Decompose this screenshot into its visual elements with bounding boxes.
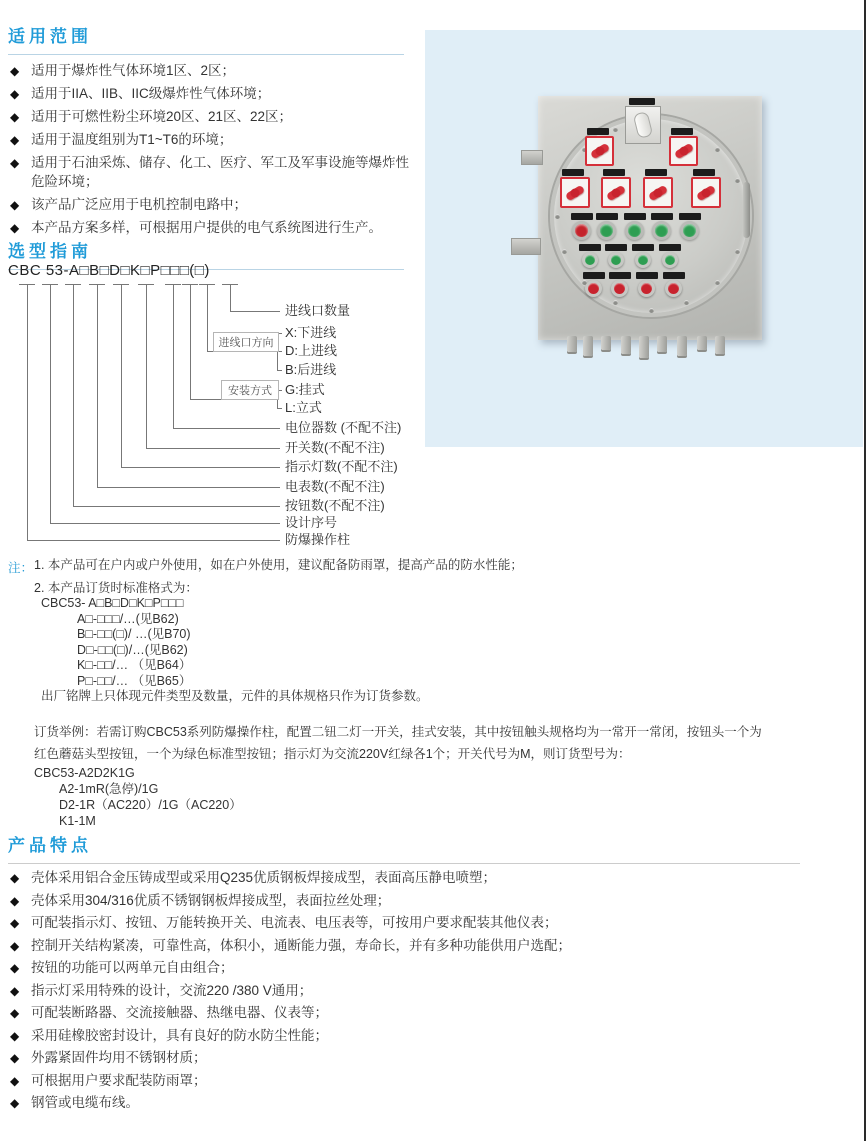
diagram-label: G:挂式 (285, 382, 325, 397)
feature-item (10, 938, 856, 953)
feature-item (10, 1005, 856, 1020)
component-label (571, 213, 593, 220)
diamond-bullet-icon: ◆ (10, 983, 20, 998)
diagram-line (113, 284, 129, 285)
feature-item-text: 壳体采用铝合金压铸成型或采用Q235优质钢板焊接成型，表面高压静电喷塑； (31, 870, 497, 885)
component-label (629, 98, 655, 105)
order-example-lines (34, 765, 858, 829)
scope-item-text: 适用于爆炸性气体环境1区、2区； (31, 63, 236, 78)
bolt-icon (555, 214, 560, 219)
diagram-line (222, 284, 238, 285)
diagram-line (19, 284, 35, 285)
diagram-line (277, 370, 282, 371)
feature-item (10, 960, 856, 975)
component-label (579, 244, 601, 251)
order-format-line: A□-□□□/…(见B62) (77, 611, 179, 626)
diamond-bullet-icon: ◆ (10, 64, 20, 78)
feature-item-text: 按钮的功能可以两单元自由组合； (31, 960, 234, 975)
diagram-line (199, 284, 215, 285)
diagram-line (27, 284, 28, 540)
feature-item-text: 控制开关结构紧凑，可靠性高，体积小，通断能力强，寿命长，并有多种功能供用户选配； (31, 937, 571, 953)
scope-item-text: 本产品方案多样，可根据用户提供的电气系统图进行生产。 (31, 220, 382, 235)
scope-item-text: 适用于可燃性粉尘环境20区、21区、22区； (31, 109, 293, 124)
rotary-switch-knob (571, 188, 580, 197)
diagram-line (89, 284, 105, 285)
component-label (583, 272, 605, 279)
diamond-bullet-icon: ◆ (10, 1073, 20, 1088)
diagram-line (97, 284, 98, 487)
component-label (659, 244, 681, 251)
component-label (603, 169, 625, 176)
scope-item-text: 该产品广泛应用于电机控制电路中； (31, 197, 247, 212)
indicator-light (597, 221, 616, 240)
feature-item (10, 915, 856, 930)
diagram-label: 开关数(不配不注) (285, 440, 385, 455)
diagram-line (27, 540, 280, 541)
push-button (585, 280, 602, 297)
hinge-bracket (511, 238, 541, 255)
rotary-switch (585, 136, 614, 166)
component-label (645, 169, 667, 176)
cable-gland (657, 336, 667, 352)
indicator-light (625, 221, 644, 240)
order-format-lines (34, 596, 858, 705)
cable-gland (601, 336, 611, 350)
diagram-label: D:上进线 (285, 343, 338, 358)
rotary-switch (560, 177, 590, 208)
diagram-line (277, 351, 282, 352)
diamond-bullet-icon: ◆ (10, 221, 20, 235)
application-scope-list (10, 61, 416, 241)
diamond-bullet-icon: ◆ (10, 110, 20, 124)
diagram-line (97, 487, 280, 488)
indicator-light (680, 221, 699, 240)
diagram-group-caption: 进线口方向 (213, 332, 279, 352)
diagram-line (190, 399, 277, 400)
cable-gland (677, 336, 687, 356)
section-title-product-features: 产品特点 (8, 831, 800, 864)
diagram-label: B:后进线 (285, 362, 337, 377)
diagram-line (207, 351, 277, 352)
push-button (665, 280, 682, 297)
cable-gland (621, 336, 631, 354)
component-label (596, 213, 618, 220)
scope-item (10, 218, 416, 237)
feature-item (10, 1028, 856, 1043)
note-label: 注： (8, 561, 34, 575)
component-label (562, 169, 584, 176)
feature-item (10, 893, 856, 908)
diagram-line (277, 408, 282, 409)
door-handle (743, 182, 750, 238)
diamond-bullet-icon: ◆ (10, 1028, 20, 1043)
rotary-switch-knob (679, 147, 688, 156)
diagram-line (146, 448, 280, 449)
component-label (636, 272, 658, 279)
order-format-line: CBC53- A□B□D□K□P□□□ (41, 596, 184, 610)
component-label (679, 213, 701, 220)
scope-item (10, 153, 416, 191)
diamond-bullet-icon: ◆ (10, 133, 20, 147)
bolt-icon (715, 280, 720, 285)
scope-item (10, 61, 416, 80)
component-label (587, 128, 609, 135)
feature-item (10, 1073, 856, 1088)
diagram-line (230, 311, 280, 312)
cam-switch (625, 106, 661, 144)
component-label (693, 169, 715, 176)
diagram-line (277, 333, 282, 334)
scope-item (10, 84, 416, 103)
push-button (611, 280, 628, 297)
hinge-bracket (521, 150, 543, 165)
rotary-switch (669, 136, 698, 166)
diagram-line (173, 428, 280, 429)
diamond-bullet-icon: ◆ (10, 938, 20, 953)
diagram-label: 电位器数 (不配不注) (285, 420, 402, 435)
note-line-2: 2. 本产品订货时标准格式为： (34, 580, 198, 595)
feature-item (10, 870, 856, 885)
order-example-paragraph: 订货举例：若需订购CBC53系列防爆操作柱，配置二钮二灯一开关，挂式安装，其中按钮触头规格均为一常开一常闭，按钮头一个为红色蘑菇头型按钮，一个为绿色标准型按钮；指示灯为交流220V红绿各1个；开关代号为M，则订货型号为： (34, 724, 762, 761)
diagram-label: L:立式 (285, 400, 322, 415)
cam-switch-knob (633, 111, 654, 139)
feature-item (10, 983, 856, 998)
diamond-bullet-icon: ◆ (10, 893, 20, 908)
component-label (651, 213, 673, 220)
diagram-label: 防爆操作柱 (285, 532, 351, 547)
diamond-bullet-icon: ◆ (10, 1096, 20, 1110)
scope-item (10, 130, 416, 149)
rotary-switch-knob (612, 188, 621, 197)
scope-item (10, 195, 416, 214)
diagram-line (230, 284, 231, 311)
rotary-switch (601, 177, 631, 208)
component-label (632, 244, 654, 251)
component-label (624, 213, 646, 220)
diagram-line (121, 467, 280, 468)
model-code: CBC 53-A□B□D□K□P□□□(□) (8, 262, 210, 279)
push-button (635, 252, 651, 268)
feature-item (10, 1095, 856, 1110)
notes-block (8, 558, 858, 829)
diamond-bullet-icon: ◆ (10, 1051, 20, 1065)
diagram-line (173, 284, 174, 428)
feature-item-text: 外露紧固件均用不锈钢材质； (31, 1050, 207, 1065)
diagram-line (138, 284, 154, 285)
diagram-line (50, 284, 51, 523)
scope-item-text: 适用于温度组别为T1~T6的环境； (31, 132, 233, 147)
feature-item-text: 壳体采用304/316优质不锈钢钢板焊接成型，表面拉丝处理； (31, 892, 391, 908)
order-example-line: A2-1mR(急停)/1G (59, 781, 159, 796)
section-title-selection-guide: 选型指南 (8, 237, 404, 270)
bolt-icon (613, 300, 618, 305)
component-label (671, 128, 693, 135)
diagram-line (182, 284, 198, 285)
scope-item-text: 适用于石油采炼、储存、化工、医疗、军工及军事设施等爆炸性危险环境； (31, 155, 409, 189)
diamond-bullet-icon: ◆ (10, 961, 20, 975)
order-format-line: 出厂铭牌上只体现元件类型及数量，元件的具体规格只作为订货参数。 (41, 689, 429, 703)
note-body (34, 558, 858, 829)
diagram-line (190, 284, 191, 399)
rotary-switch-knob (702, 188, 711, 197)
order-example-line: D2-1R（AC220）/1G（AC220） (59, 797, 242, 812)
diagram-line (165, 284, 181, 285)
diagram-line (277, 333, 278, 370)
order-format-line: D□-□□(□)/…(见B62) (77, 642, 188, 657)
push-button (662, 252, 678, 268)
bolt-icon (715, 147, 720, 152)
diamond-bullet-icon: ◆ (10, 198, 20, 212)
cable-gland (715, 336, 725, 354)
feature-item-text: 可配装断路器、交流接触器、热继电器、仪表等； (31, 1005, 328, 1020)
rotary-switch (643, 177, 673, 208)
bolt-icon (735, 178, 740, 183)
rotary-switch-knob (654, 188, 663, 197)
component-label (605, 244, 627, 251)
diamond-bullet-icon: ◆ (10, 1006, 20, 1020)
component-label (609, 272, 631, 279)
diagram-label: 按钮数(不配不注) (285, 498, 385, 513)
diagram-group-caption: 安装方式 (221, 380, 279, 400)
diagram-line (146, 284, 147, 448)
push-button (582, 252, 598, 268)
order-example-line: CBC53-A2D2K1G (34, 765, 135, 780)
product-features-list (10, 870, 856, 1118)
indicator-light (572, 221, 591, 240)
cable-gland (639, 336, 649, 358)
product-photo (425, 30, 863, 447)
bolt-icon (613, 127, 618, 132)
feature-item-text: 可根据用户要求配装防雨罩； (31, 1072, 207, 1088)
order-format-line: K□-□□/… （见B64） (77, 658, 192, 672)
cable-gland (583, 336, 593, 356)
order-example-line: K1-1M (59, 813, 96, 828)
feature-item (10, 1050, 856, 1065)
push-button (638, 280, 655, 297)
feature-item-text: 采用硅橡胶密封设计，具有良好的防水防尘性能； (31, 1027, 328, 1043)
diagram-line (277, 390, 278, 408)
diagram-label: X:下进线 (285, 325, 337, 340)
diagram-line (65, 284, 81, 285)
section-title-application-scope: 适用范围 (8, 22, 404, 55)
diamond-bullet-icon: ◆ (10, 87, 20, 101)
diamond-bullet-icon: ◆ (10, 916, 20, 930)
component-label (663, 272, 685, 279)
product-photo-panel (425, 30, 863, 447)
diagram-line (73, 506, 280, 507)
diamond-bullet-icon: ◆ (10, 871, 20, 885)
note-line-1: 1. 本产品可在户内或户外使用，如在户外使用，建议配备防雨罩，提高产品的防水性能； (34, 558, 523, 572)
rotary-switch (691, 177, 721, 208)
feature-item-text: 可配装指示灯、按钮、万能转换开关、电流表、电压表等，可按用户要求配装其他仪表； (31, 915, 558, 930)
diagram-label: 指示灯数(不配不注) (285, 459, 398, 474)
diagram-line (207, 284, 208, 351)
cable-gland (567, 336, 577, 352)
scope-item (10, 107, 416, 126)
order-format-line: P□-□□/… （见B65） (77, 673, 192, 688)
indicator-light (652, 221, 671, 240)
diagram-line (121, 284, 122, 467)
push-button (608, 252, 624, 268)
diagram-line (50, 523, 280, 524)
diagram-line (277, 390, 282, 391)
diagram-label: 电表数(不配不注) (285, 479, 385, 494)
feature-item-text: 钢管或电缆布线。 (31, 1095, 139, 1110)
rotary-switch-knob (595, 147, 604, 156)
diagram-label: 设计序号 (285, 515, 338, 530)
bolt-icon (649, 308, 654, 313)
diagram-line (42, 284, 58, 285)
feature-item-text: 指示灯采用特殊的设计，交流220 /380 V通用； (31, 982, 313, 998)
order-format-line: B□-□□(□)/ …(见B70) (77, 627, 191, 641)
diagram-label: 进线口数量 (285, 303, 351, 318)
diamond-bullet-icon: ◆ (10, 156, 20, 170)
scope-item-text: 适用于IIA、IIB、IIC级爆炸性气体环境； (31, 86, 271, 101)
cable-gland (697, 336, 707, 350)
diagram-line (73, 284, 74, 506)
